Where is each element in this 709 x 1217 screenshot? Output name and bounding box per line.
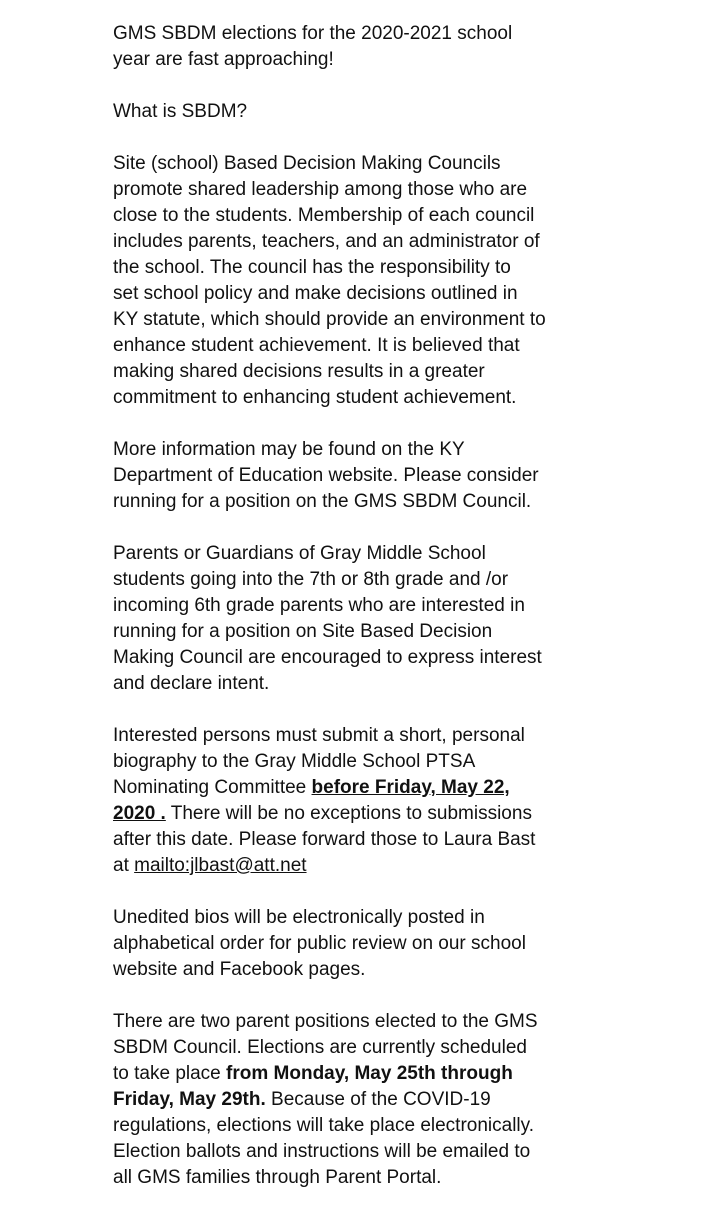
more-info-paragraph	[113, 437, 693, 515]
text-line: biography to the Gray Middle School PTSA	[113, 751, 476, 772]
text-line: incoming 6th grade parents who are interested in	[113, 595, 525, 616]
announcement-document	[113, 21, 693, 1217]
text-line	[113, 801, 693, 827]
text-line: set school policy and make decisions outlined in	[113, 283, 518, 304]
eligibility-paragraph	[113, 541, 693, 697]
text-line: Unedited bios will be electronically posted in	[113, 907, 485, 928]
text-line: regulations, elections will take place electronically.	[113, 1115, 535, 1136]
text-line: Interested persons must submit a short, personal	[113, 725, 525, 746]
text-line: year are fast approaching!	[113, 49, 334, 70]
text-line: SBDM Council. Elections are currently scheduled	[113, 1037, 527, 1058]
question-heading	[113, 99, 693, 125]
text-line: close to the students. Membership of each council	[113, 205, 535, 226]
text-line: commitment to enhancing student achievement.	[113, 387, 517, 408]
text-line: Making Council are encouraged to express interest	[113, 647, 542, 668]
text-line: includes parents, teachers, and an administrator of	[113, 231, 540, 252]
election-paragraph	[113, 1009, 693, 1191]
deadline-year: 2020 .	[113, 803, 166, 824]
text-line	[113, 1087, 693, 1113]
text-line: running for a position on Site Based Decision	[113, 621, 493, 642]
text-line	[113, 1061, 693, 1087]
text-line	[113, 853, 693, 879]
text-line: Department of Education website. Please consider	[113, 465, 539, 486]
text-line: Site (school) Based Decision Making Councils	[113, 153, 501, 174]
text-segment: Because of the COVID-19	[265, 1089, 491, 1110]
text-line: There are two parent positions elected to the GMS	[113, 1011, 538, 1032]
email-link[interactable]: mailto:jlbast@att.net	[134, 855, 307, 876]
text-segment: There will be no exceptions to submissions	[165, 803, 532, 824]
election-end-date: Friday, May 29th.	[113, 1089, 266, 1110]
text-line: What is SBDM?	[113, 101, 248, 122]
deadline-date: before Friday, May 22,	[311, 777, 510, 798]
text-line: all GMS families through Parent Portal.	[113, 1167, 442, 1188]
posting-paragraph	[113, 905, 693, 983]
text-line: promote shared leadership among those who are	[113, 179, 528, 200]
text-line: the school. The council has the responsibility to	[113, 257, 511, 278]
text-line: and declare intent.	[113, 673, 270, 694]
text-line: Parents or Guardians of Gray Middle School	[113, 543, 486, 564]
election-dates: from Monday, May 25th through	[226, 1063, 513, 1084]
text-line: More information may be found on the KY	[113, 439, 465, 460]
text-line: alphabetical order for public review on our school	[113, 933, 526, 954]
text-line: after this date. Please forward those to Laura Bast	[113, 829, 536, 850]
sbdm-definition-paragraph	[113, 151, 693, 411]
text-segment: at	[113, 855, 135, 876]
text-line: enhance student achievement. It is believed that	[113, 335, 520, 356]
text-line: running for a position on the GMS SBDM Council.	[113, 491, 532, 512]
text-line: making shared decisions results in a greater	[113, 361, 485, 382]
intro-paragraph	[113, 21, 693, 73]
text-line: Election ballots and instructions will be emailed to	[113, 1141, 531, 1162]
text-line	[113, 775, 693, 801]
submission-paragraph	[113, 723, 693, 879]
text-segment: Nominating Committee	[113, 777, 312, 798]
text-line: students going into the 7th or 8th grade and /or	[113, 569, 509, 590]
text-segment: to take place	[113, 1063, 227, 1084]
text-line: GMS SBDM elections for the 2020-2021 school	[113, 23, 513, 44]
text-line: website and Facebook pages.	[113, 959, 366, 980]
text-line: KY statute, which should provide an environment to	[113, 309, 546, 330]
